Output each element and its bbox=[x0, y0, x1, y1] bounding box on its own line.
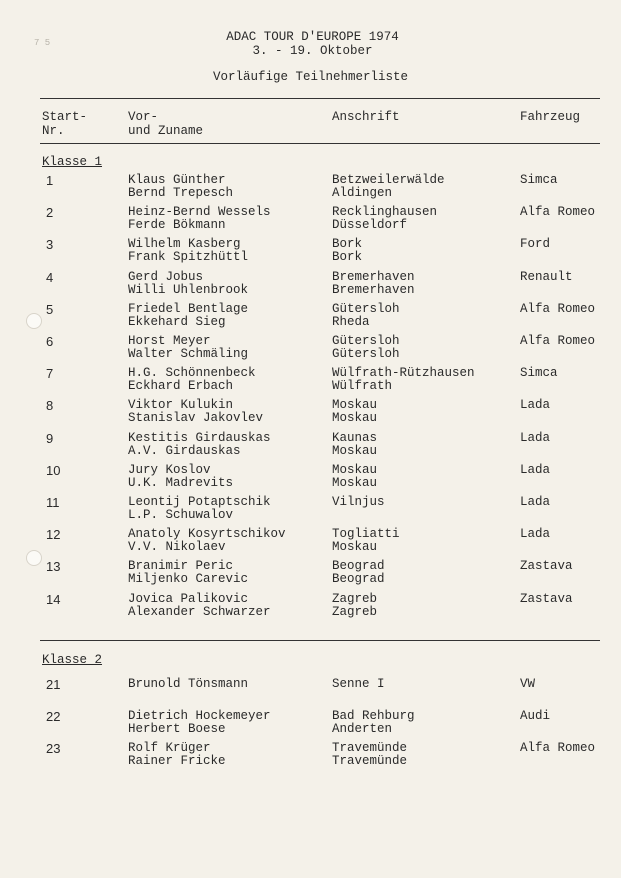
address-line: Moskau bbox=[332, 443, 378, 458]
codriver-name: U.K. Madrevits bbox=[128, 475, 234, 490]
document-header bbox=[0, 30, 621, 58]
vehicle: Simca bbox=[520, 366, 558, 381]
driver-name: Jovica Palikovic bbox=[128, 591, 249, 606]
address-line: Bremerhaven bbox=[332, 282, 415, 297]
codriver-name: Frank Spitzhüttl bbox=[128, 250, 249, 265]
address bbox=[332, 528, 400, 554]
driver-name: Anatoly Kosyrtschikov bbox=[128, 527, 286, 542]
driver-names bbox=[128, 593, 271, 619]
klasse-2-heading: Klasse 2 bbox=[42, 653, 103, 667]
driver-name: Rolf Krüger bbox=[128, 741, 211, 755]
address-line: Wülfrath-Rützhausen bbox=[332, 366, 475, 381]
start-number: 7 bbox=[46, 366, 54, 382]
driver-name: Gerd Jobus bbox=[128, 269, 204, 284]
address-line: Bork bbox=[332, 237, 363, 252]
corner-pencil-mark: 7 5 bbox=[34, 38, 51, 48]
vehicle: Audi bbox=[520, 709, 551, 723]
driver-names bbox=[128, 678, 248, 691]
address-line: Aldingen bbox=[332, 186, 393, 200]
address bbox=[332, 432, 377, 458]
driver-name: H.G. Schönnenbeck bbox=[128, 366, 256, 381]
vehicle: Alfa Romeo bbox=[520, 205, 596, 220]
tour-dates: 3. - 19. Oktober bbox=[252, 44, 373, 58]
address-line: Rheda bbox=[332, 314, 370, 329]
driver-names bbox=[128, 367, 256, 393]
driver-names bbox=[128, 174, 233, 200]
column-header-name: Vor- und Zuname bbox=[128, 110, 204, 138]
start-number: 14 bbox=[46, 591, 61, 607]
vehicle: VW bbox=[520, 677, 536, 691]
codriver-name: Ekkehard Sieg bbox=[128, 314, 226, 329]
vehicle: Zastava bbox=[520, 591, 573, 606]
driver-names bbox=[128, 496, 271, 522]
address-line: Düsseldorf bbox=[332, 218, 408, 233]
start-number: 23 bbox=[46, 741, 61, 756]
address bbox=[332, 335, 400, 361]
column-header-address: Anschrift bbox=[332, 110, 400, 124]
driver-names bbox=[128, 464, 233, 490]
address-line: Travemünde bbox=[332, 754, 408, 768]
address-line: Gütersloh bbox=[332, 301, 400, 316]
start-number: 4 bbox=[46, 269, 54, 285]
header-rule bbox=[40, 143, 600, 144]
address bbox=[332, 367, 475, 393]
address-line: Vilnjus bbox=[332, 495, 385, 509]
codriver-name: Alexander Schwarzer bbox=[128, 604, 271, 619]
start-number: 8 bbox=[46, 398, 54, 414]
address-line: Anderten bbox=[332, 722, 393, 736]
address-line: Moskau bbox=[332, 475, 378, 490]
address-line: Bremerhaven bbox=[332, 269, 415, 284]
codriver-name: Rainer Fricke bbox=[128, 754, 226, 768]
vehicle: Simca bbox=[520, 173, 558, 187]
address-line: Moskau bbox=[332, 398, 378, 413]
driver-name: Klaus Günther bbox=[128, 173, 226, 187]
start-number: 13 bbox=[46, 559, 61, 575]
driver-name: Viktor Kulukin bbox=[128, 398, 234, 413]
start-number: 6 bbox=[46, 334, 54, 349]
start-number: 1 bbox=[46, 173, 54, 188]
driver-name: Horst Meyer bbox=[128, 334, 211, 348]
start-number: 11 bbox=[46, 495, 60, 510]
address bbox=[332, 238, 362, 264]
column-header-vehicle: Fahrzeug bbox=[520, 110, 581, 124]
driver-names bbox=[128, 742, 226, 768]
codriver-name: Willi Uhlenbrook bbox=[128, 282, 249, 297]
start-number: 2 bbox=[46, 205, 54, 221]
punch-hole bbox=[26, 313, 42, 329]
address-line: Bork bbox=[332, 250, 363, 265]
address-line: Zagreb bbox=[332, 591, 378, 606]
address-line: Kaunas bbox=[332, 430, 378, 445]
codriver-name: Eckhard Erbach bbox=[128, 379, 234, 394]
section-rule bbox=[40, 640, 600, 641]
start-number: 9 bbox=[46, 430, 54, 446]
codriver-name: Bernd Trepesch bbox=[128, 186, 234, 200]
address bbox=[332, 399, 377, 425]
driver-names bbox=[128, 303, 248, 329]
driver-name: Heinz-Bernd Wessels bbox=[128, 205, 271, 220]
punch-hole bbox=[26, 550, 42, 566]
vehicle: Alfa Romeo bbox=[520, 334, 596, 348]
address bbox=[332, 271, 415, 297]
address bbox=[332, 560, 385, 586]
address-line: Betzweilerwälde bbox=[332, 173, 445, 187]
driver-name: Wilhelm Kasberg bbox=[128, 237, 241, 252]
address bbox=[332, 710, 415, 736]
vehicle: Zastava bbox=[520, 559, 573, 574]
address bbox=[332, 206, 437, 232]
driver-name: Friedel Bentlage bbox=[128, 301, 249, 316]
vehicle: Lada bbox=[520, 527, 551, 542]
codriver-name: Ferde Bökmann bbox=[128, 218, 226, 233]
driver-names bbox=[128, 399, 263, 425]
address bbox=[332, 174, 445, 200]
driver-names bbox=[128, 238, 248, 264]
driver-name: Branimir Peric bbox=[128, 559, 234, 574]
address-line: Togliatti bbox=[332, 527, 400, 542]
address-line: Zagreb bbox=[332, 604, 378, 619]
driver-name: Jury Koslov bbox=[128, 462, 211, 477]
codriver-name: Walter Schmäling bbox=[128, 347, 249, 361]
vehicle: Alfa Romeo bbox=[520, 301, 596, 316]
address bbox=[332, 593, 377, 619]
driver-names bbox=[128, 528, 286, 554]
vehicle: Lada bbox=[520, 430, 551, 445]
address bbox=[332, 678, 385, 691]
driver-names bbox=[128, 432, 271, 458]
codriver-name: Stanislav Jakovlev bbox=[128, 411, 264, 426]
codriver-name: V.V. Nikolaev bbox=[128, 540, 226, 555]
address-line: Beograd bbox=[332, 559, 385, 574]
address bbox=[332, 303, 400, 329]
list-subtitle: Vorläufige Teilnehmerliste bbox=[212, 70, 409, 84]
start-number: 12 bbox=[46, 527, 61, 543]
driver-names bbox=[128, 560, 248, 586]
driver-name: Dietrich Hockemeyer bbox=[128, 709, 271, 723]
top-rule bbox=[40, 98, 600, 99]
address-line: Bad Rehburg bbox=[332, 709, 415, 723]
address-line: Gütersloh bbox=[332, 334, 400, 348]
codriver-name: Herbert Boese bbox=[128, 722, 226, 736]
vehicle: Renault bbox=[520, 269, 573, 284]
vehicle: Lada bbox=[520, 398, 551, 413]
address-line: Moskau bbox=[332, 540, 378, 555]
start-number: 10 bbox=[46, 462, 61, 478]
column-header-start: Start- Nr. bbox=[42, 110, 88, 138]
address bbox=[332, 496, 385, 509]
address-line: Senne I bbox=[332, 677, 385, 691]
address-line: Recklinghausen bbox=[332, 205, 438, 220]
start-number: 5 bbox=[46, 301, 54, 317]
address-line: Wülfrath bbox=[332, 379, 393, 394]
driver-name: Leontij Potaptschik bbox=[128, 495, 271, 509]
start-number: 21 bbox=[46, 677, 61, 692]
driver-name: Brunold Tönsmann bbox=[128, 677, 249, 691]
driver-names bbox=[128, 335, 248, 361]
start-number: 22 bbox=[46, 709, 61, 724]
vehicle: Lada bbox=[520, 495, 551, 509]
address-line: Gütersloh bbox=[332, 347, 400, 361]
address-line: Moskau bbox=[332, 462, 378, 477]
address-line: Travemünde bbox=[332, 741, 408, 755]
klasse-1-heading: Klasse 1 bbox=[42, 155, 103, 169]
address bbox=[332, 742, 407, 768]
start-number: 3 bbox=[46, 237, 54, 253]
vehicle: Alfa Romeo bbox=[520, 741, 596, 755]
codriver-name: A.V. Girdauskas bbox=[128, 443, 241, 458]
driver-name: Kestitis Girdauskas bbox=[128, 430, 271, 445]
codriver-name: L.P. Schuwalov bbox=[128, 508, 234, 522]
driver-names bbox=[128, 271, 248, 297]
address-line: Moskau bbox=[332, 411, 378, 426]
tour-title: ADAC TOUR D'EUROPE 1974 bbox=[226, 30, 399, 44]
driver-names bbox=[128, 710, 271, 736]
driver-names bbox=[128, 206, 271, 232]
address bbox=[332, 464, 377, 490]
vehicle: Lada bbox=[520, 462, 551, 477]
vehicle: Ford bbox=[520, 237, 551, 252]
codriver-name: Miljenko Carevic bbox=[128, 572, 249, 587]
address-line: Beograd bbox=[332, 572, 385, 587]
